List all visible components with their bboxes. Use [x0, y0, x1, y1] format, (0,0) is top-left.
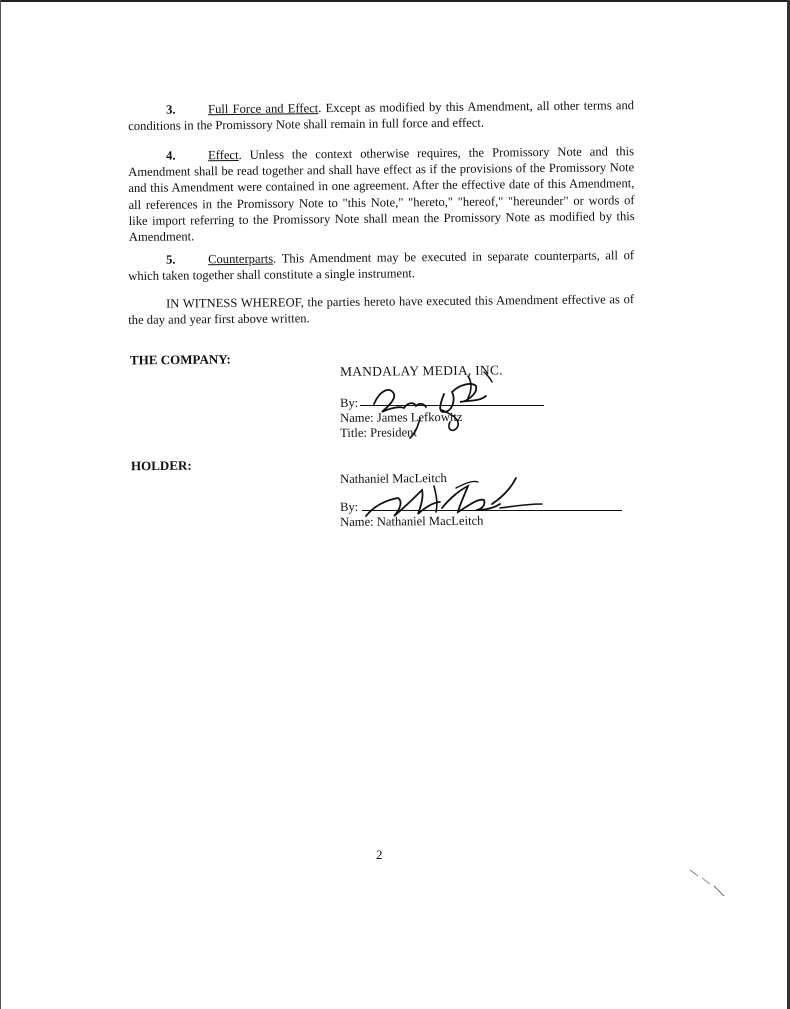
section-3-text: . Except as modified by this Amendment, all other terms and conditions in the Promissory Note shall remain in full force and effect.	[128, 98, 635, 134]
holder-by-label: By:	[340, 499, 359, 514]
holder-signatory-name: Name: Nathaniel MacLeitch	[340, 513, 484, 529]
section-5-text: . This Amendment may be executed in separate counterparts, all of which taken together shall constitute a single instrument.	[128, 248, 635, 284]
company-signatory-name: Name: James Lefkowitz	[340, 409, 463, 425]
company-signatory-title: Title: President	[340, 425, 417, 440]
company-entity-name: MANDALAY MEDIA, INC.	[340, 362, 503, 379]
holder-signature-icon	[364, 468, 584, 524]
page-edge-top	[0, 0, 790, 2]
holder-entity-name: Nathaniel MacLeitch	[340, 470, 447, 486]
section-5	[128, 247, 634, 284]
page-number: 2	[376, 847, 383, 862]
section-3-number: 3.	[166, 102, 176, 117]
company-label: THE COMPANY:	[129, 351, 231, 368]
scan-speck-icon	[688, 868, 728, 898]
section-4-text: . Unless the context otherwise requires, the Promissory Note and this Amendment shall be read together and shall have effect as if the provisions of the Promissory Note and this Amendment were contained in one agreement. After the effective date of this Amendment, all references in the Promissory Note to "this Note," "hereto," "hereof," "hereunder" or words of like import referring to the Promissory Note shall mean the Promissory Note as modified by this Amendment.	[128, 144, 635, 245]
section-4	[128, 143, 635, 245]
page-edge-left	[0, 0, 1, 1009]
section-5-heading: Counterparts	[208, 251, 274, 267]
section-5-number: 5.	[166, 252, 176, 267]
holder-label: HOLDER:	[130, 457, 192, 474]
section-3	[128, 97, 634, 134]
section-4-heading: Effect	[208, 147, 239, 163]
witness-text: IN WITNESS WHEREOF, the parties hereto have executed this Amendment effective as of the day and year first above written.	[128, 292, 635, 328]
section-3-heading: Full Force and Effect	[208, 101, 319, 117]
company-by-label: By:	[340, 395, 359, 410]
section-4-number: 4.	[166, 148, 176, 163]
witness-clause	[128, 291, 634, 328]
company-signature-icon	[360, 372, 500, 442]
